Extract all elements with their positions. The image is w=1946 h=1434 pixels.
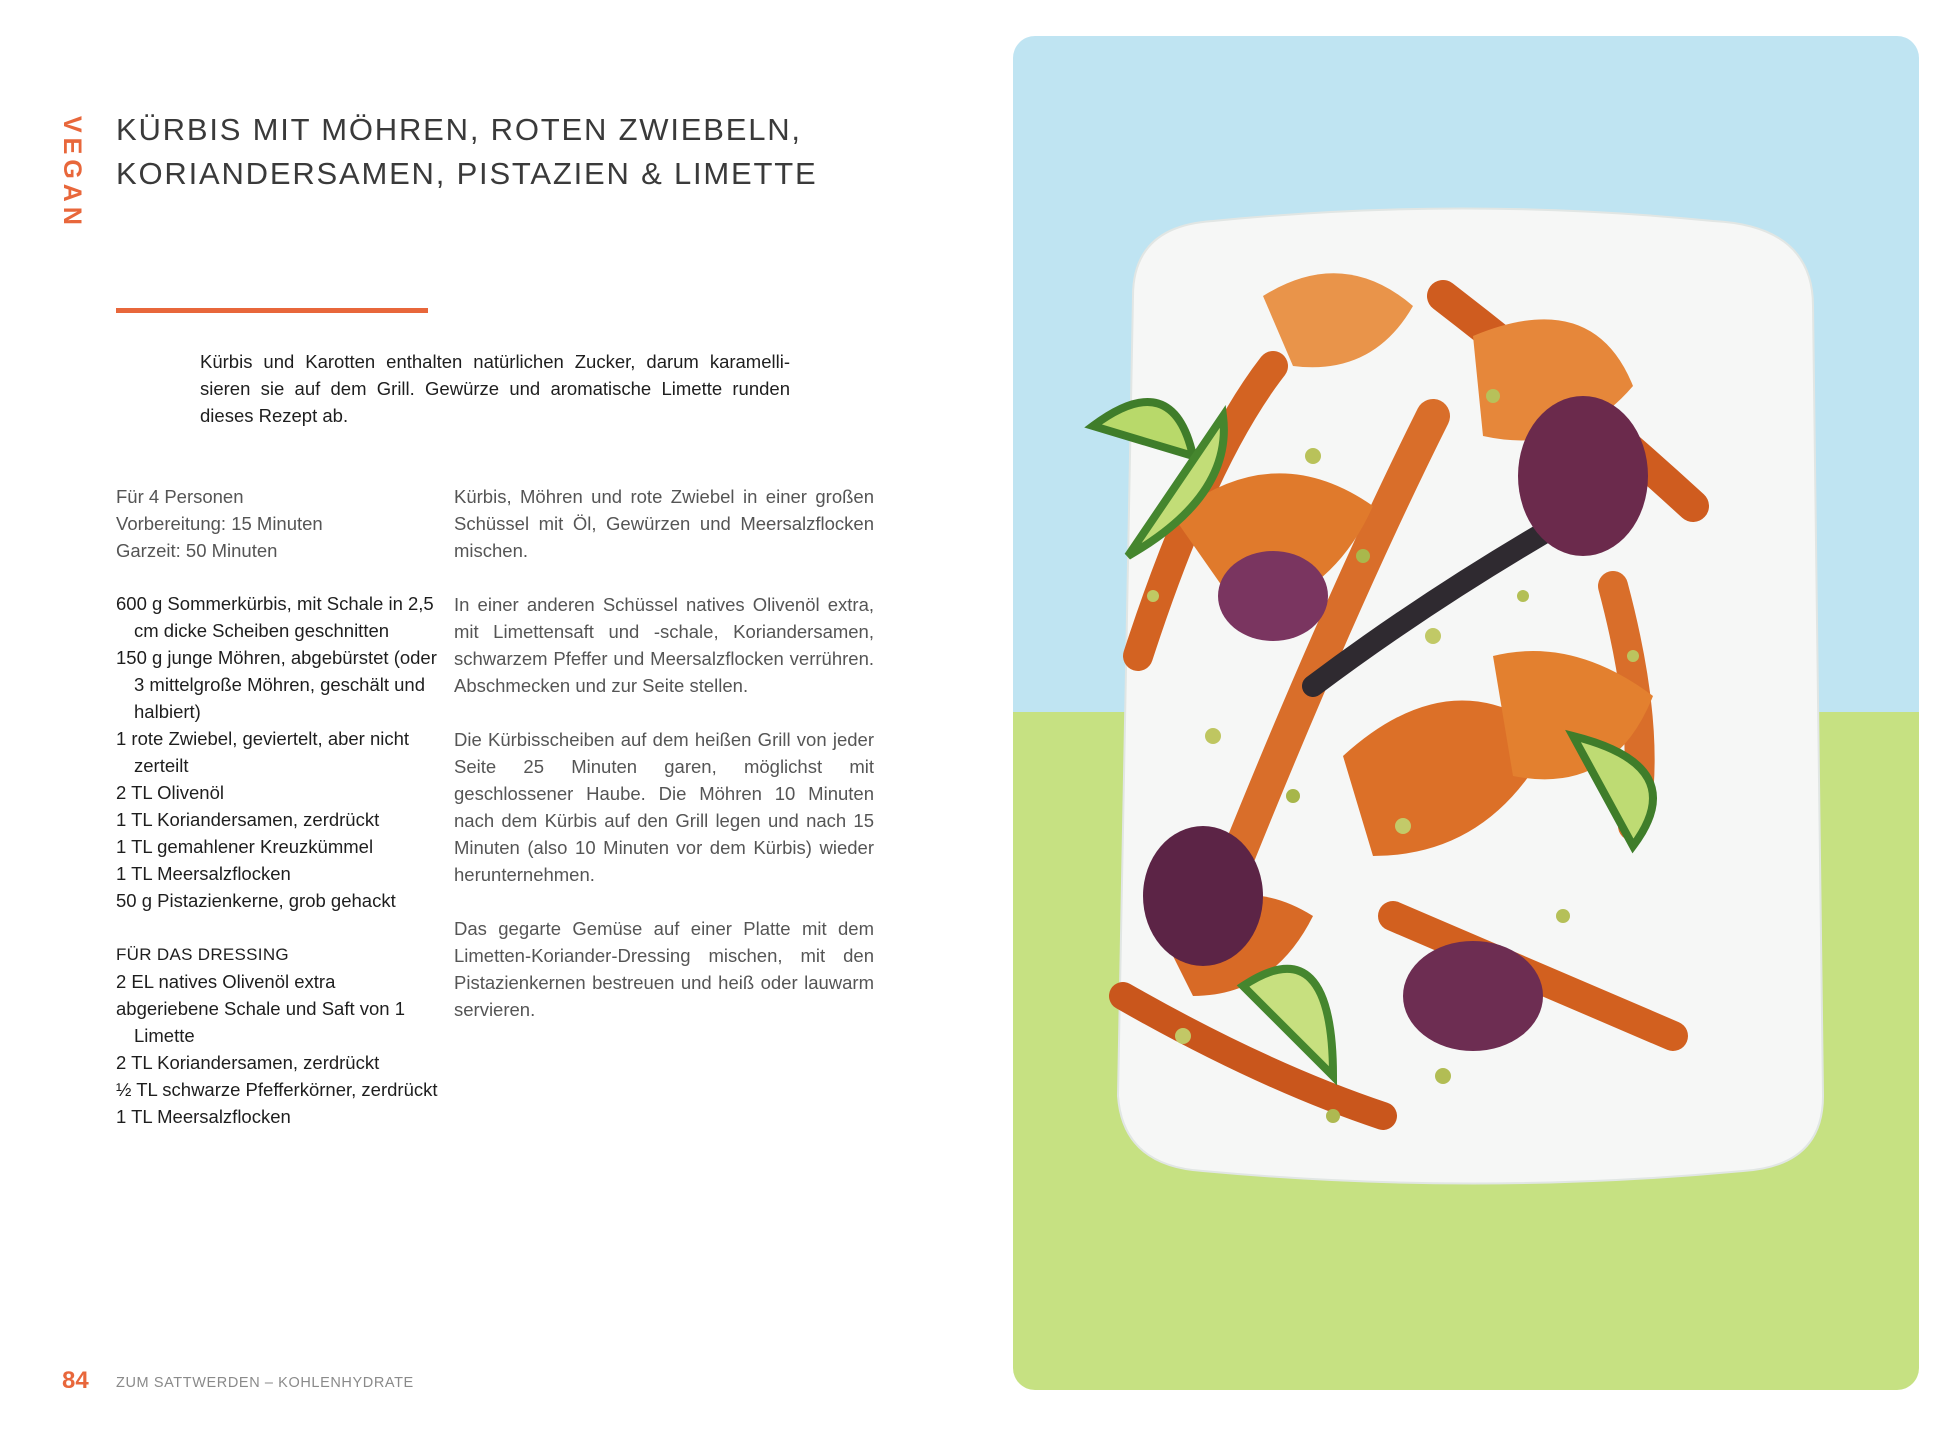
recipe-title (116, 108, 876, 196)
category-tab-vegan: VEGAN (58, 116, 86, 230)
recipe-title-line: KORIANDERSAMEN, PISTAZIEN & LIMETTE (116, 156, 818, 191)
ingredient-item: 600 g Sommerkürbis, mit Schale in 2,5 cm dicke Scheiben geschnitten (116, 593, 434, 641)
ingredient-item: 1 TL Koriandersamen, zerdrückt (116, 809, 380, 830)
ingredient-list (116, 590, 446, 1130)
section-label: ZUM SATTWERDEN – KOHLENHYDRATE (116, 1375, 414, 1391)
accent-rule (116, 308, 428, 313)
ingredient-item: 150 g junge Möhren, abgebürstet (oder 3 mittelgroße Möhren, geschält und halbiert) (116, 647, 437, 722)
food-photo-illustration (1013, 36, 1919, 1390)
method-steps (454, 483, 874, 1050)
intro-text (200, 348, 790, 429)
dressing-item: 1 TL Meersalzflocken (116, 1106, 291, 1127)
ingredient-item: 1 rote Zwiebel, geviertelt, aber nicht zerteilt (116, 728, 410, 776)
dressing-heading: FÜR DAS DRESSING (116, 945, 289, 964)
ingredient-item: 50 g Pistazienkerne, grob gehackt (116, 890, 396, 911)
ingredient-item: 2 TL Olivenöl (116, 782, 224, 803)
intro-line: Kürbis und Karotten enthalten natürlichen Zucker, darum karamelli- (200, 351, 790, 372)
dressing-item: ½ TL schwarze Pfefferkörner, zerdrückt (116, 1079, 438, 1100)
ingredient-item: 1 TL gemahlener Kreuzkümmel (116, 836, 374, 857)
dressing-item: abgeriebene Schale und Saft von 1 Limette (116, 998, 406, 1046)
dressing-item: 2 TL Koriandersamen, zerdrückt (116, 1052, 380, 1073)
recipe-meta (116, 483, 436, 564)
cook-time: Garzeit: 50 Minuten (116, 540, 278, 561)
method-step: Das gegarte Gemüse auf einer Platte mit dem Limetten-Koriander-Dressing mischen, mit den Pistazienkernen bestreuen und heiß oder lauwarm servieren. (454, 918, 874, 1020)
recipe-title-line: KÜRBIS MIT MÖHREN, ROTEN ZWIEBELN, (116, 112, 802, 147)
method-step: Kürbis, Möhren und rote Zwiebel in einer großen Schüssel mit Öl, Gewürzen und Meersalzflocken mischen. (454, 486, 874, 561)
prep-time: Vorbereitung: 15 Minuten (116, 513, 323, 534)
ingredient-item: 1 TL Meersalzflocken (116, 863, 291, 884)
servings: Für 4 Personen (116, 486, 244, 507)
method-step: In einer anderen Schüssel natives Olivenöl extra, mit Limettensaft und -schale, Koriandersamen, schwarzem Pfeffer und Meersalzflocken verrühren. Abschmecken und zur Seite stellen. (454, 594, 874, 696)
page-number: 84 (62, 1367, 89, 1394)
food-photo (1013, 36, 1919, 1390)
intro-line: sieren sie auf dem Grill. Gewürze und aromatische Limette runden (200, 378, 790, 399)
intro-line: dieses Rezept ab. (200, 405, 349, 426)
dressing-item: 2 EL natives Olivenöl extra (116, 971, 336, 992)
method-step: Die Kürbisscheiben auf dem heißen Grill von jeder Seite 25 Minuten garen, möglichst mit geschlossener Haube. Die Möhren 10 Minuten nach dem Kürbis auf den Grill legen und nach 15 Minuten (also 10 Minuten vor dem Kürbis) wieder herunternehmen. (454, 729, 874, 885)
